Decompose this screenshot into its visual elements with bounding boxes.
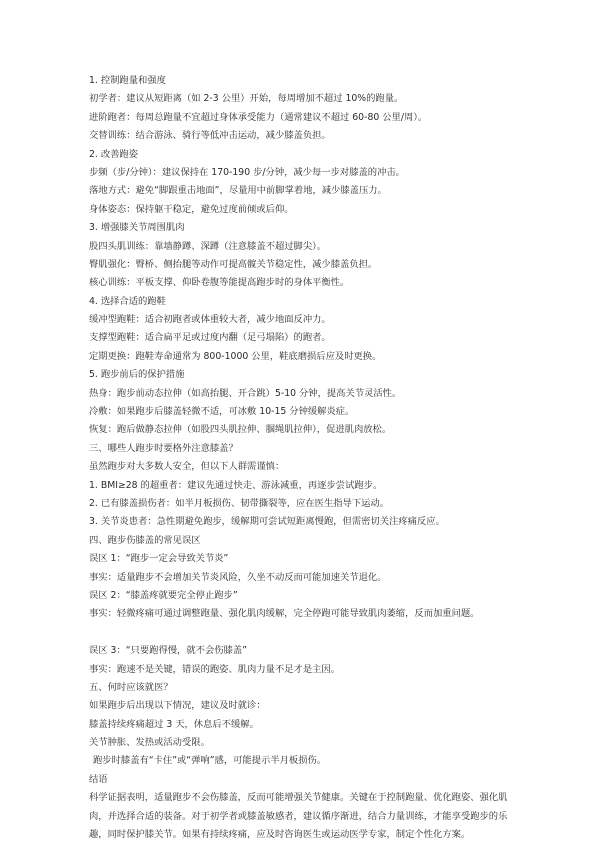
- text-line: 交替训练：结合游泳、骑行等低冲击运动，减少膝盖负担。: [89, 130, 331, 142]
- text-line: 初学者：建议从短距离（如 2-3 公里）开始，每周增加不超过 10%的跑量。: [89, 93, 404, 105]
- text-line: 1. 控制跑量和强度: [89, 75, 166, 86]
- text-block-2: [89, 642, 515, 789]
- text-line: 3. 关节炎患者：急性期避免跑步，缓解期可尝试短距离慢跑，但需密切关注疼痛反应。: [89, 516, 445, 528]
- text-line: 步频（步/分钟）：建议保持在 170-190 步/分钟，减少每一步对膝盖的冲击。: [89, 166, 405, 178]
- text-line: 三、哪些人跑步时要格外注意膝盖？: [89, 442, 238, 454]
- text-line: 身体姿态：保持躯干稳定，避免过度前倾或后仰。: [89, 203, 294, 215]
- conclusion-heading: 结语: [89, 773, 108, 785]
- conclusion-paragraph: 科学证据表明，适量跑步不会伤膝盖，反而可能增强关节健康。关键在于控制跑量、优化跑姿、强化肌肉，并选择合适的装备。对于初学者或膝盖敏感者，建议循序渐进，结合力量训练，才能享受跑步的乐趣，同时保护膝关节。如果有持续疼痛，应及时咨询医生或运动医学专家，制定个性化方案。: [89, 792, 508, 841]
- text-line: 定期更换：跑鞋寿命通常为 800-1000 公里，鞋底磨损后应及时更换。: [89, 350, 382, 362]
- text-line: 误区 3：“只要跑得慢，就不会伤膝盖”: [89, 645, 247, 657]
- text-line: 关节肿胀、发热或活动受限。: [89, 737, 210, 749]
- text-block-1: [89, 72, 515, 605]
- text-line: 股四头肌训练：靠墙静蹲、深蹲（注意膝盖不超过脚尖）。: [89, 240, 327, 252]
- wrapped-paragraph: 事实：轻微疼痛可通过调整跑量、强化肌肉缓解，完全停跑可能导致肌肉萎缩，反而加重问题。: [89, 608, 480, 620]
- text-line: 四、跑步伤膝盖的常见误区: [89, 534, 201, 546]
- text-line: 缓冲型跑鞋：适合初跑者或体重较大者，减少地面反冲力。: [89, 314, 331, 326]
- text-line: 如果跑步后出现以下情况，建议及时就诊：: [89, 700, 266, 712]
- text-line: 核心训练：平板支撑、仰卧卷腹等能提高跑步时的身体平衡性。: [89, 277, 350, 289]
- text-line: 恢复：跑后做静态拉伸（如股四头肌拉伸、腘绳肌拉伸），促进肌肉放松。: [89, 424, 392, 436]
- text-line: 3. 增强膝关节周围肌肉: [89, 222, 185, 234]
- blank-line: [89, 624, 515, 642]
- text-line: 5. 跑步前后的保护措施: [89, 369, 185, 381]
- text-line: 2. 已有膝盖损伤者：如半月板损伤、韧带撕裂等，应在医生指导下运动。: [89, 497, 390, 509]
- text-line: 落地方式：避免“脚跟重击地面”，尽量用中前脚掌着地，减少膝盖压力。: [89, 185, 387, 197]
- text-line: 事实：适量跑步不会增加关节炎风险，久坐不动反而可能加速关节退化。: [89, 571, 387, 583]
- text-line: 进阶跑者：每周总跑量不宜超过身体承受能力（通常建议不超过 60-80 公里/周）。: [89, 111, 428, 123]
- text-line-indented: 跑步时膝盖有“卡住”或“弹响”感，可能提示半月板损伤。: [93, 755, 327, 767]
- text-line: 1. BMI≥28 的超重者：建议先通过快走、游泳减重，再逐步尝试跑步。: [89, 479, 383, 491]
- text-line: 4. 选择合适的跑鞋: [89, 295, 166, 307]
- text-line: 臀肌强化：臀桥、侧抬腿等动作可提高髋关节稳定性，减少膝盖负担。: [89, 258, 378, 270]
- text-line: 热身：跑步前动态拉伸（如高抬腿、开合跳）5-10 分钟，提高关节灵活性。: [89, 387, 402, 399]
- text-line: 误区 2：“膝盖疼就要完全停止跑步”: [89, 589, 238, 601]
- text-line: 事实：跑速不是关键，错误的跑姿、肌肉力量不足才是主因。: [89, 663, 341, 675]
- text-line: 膝盖持续疼痛超过 3 天，休息后不缓解。: [89, 718, 259, 730]
- text-line: 2. 改善跑姿: [89, 148, 139, 160]
- text-line: 误区 1：“跑步一定会导致关节炎”: [89, 553, 229, 565]
- text-line: 冷敷：如果跑步后膝盖轻微不适，可冰敷 10-15 分钟缓解炎症。: [89, 406, 355, 418]
- text-line: 五、何时应该就医？: [89, 681, 173, 693]
- text-line: 支撑型跑鞋：适合扁平足或过度内翻（足弓塌陷）的跑者。: [89, 332, 331, 344]
- text-line: 虽然跑步对大多数人安全，但以下人群需谨慎：: [89, 461, 285, 473]
